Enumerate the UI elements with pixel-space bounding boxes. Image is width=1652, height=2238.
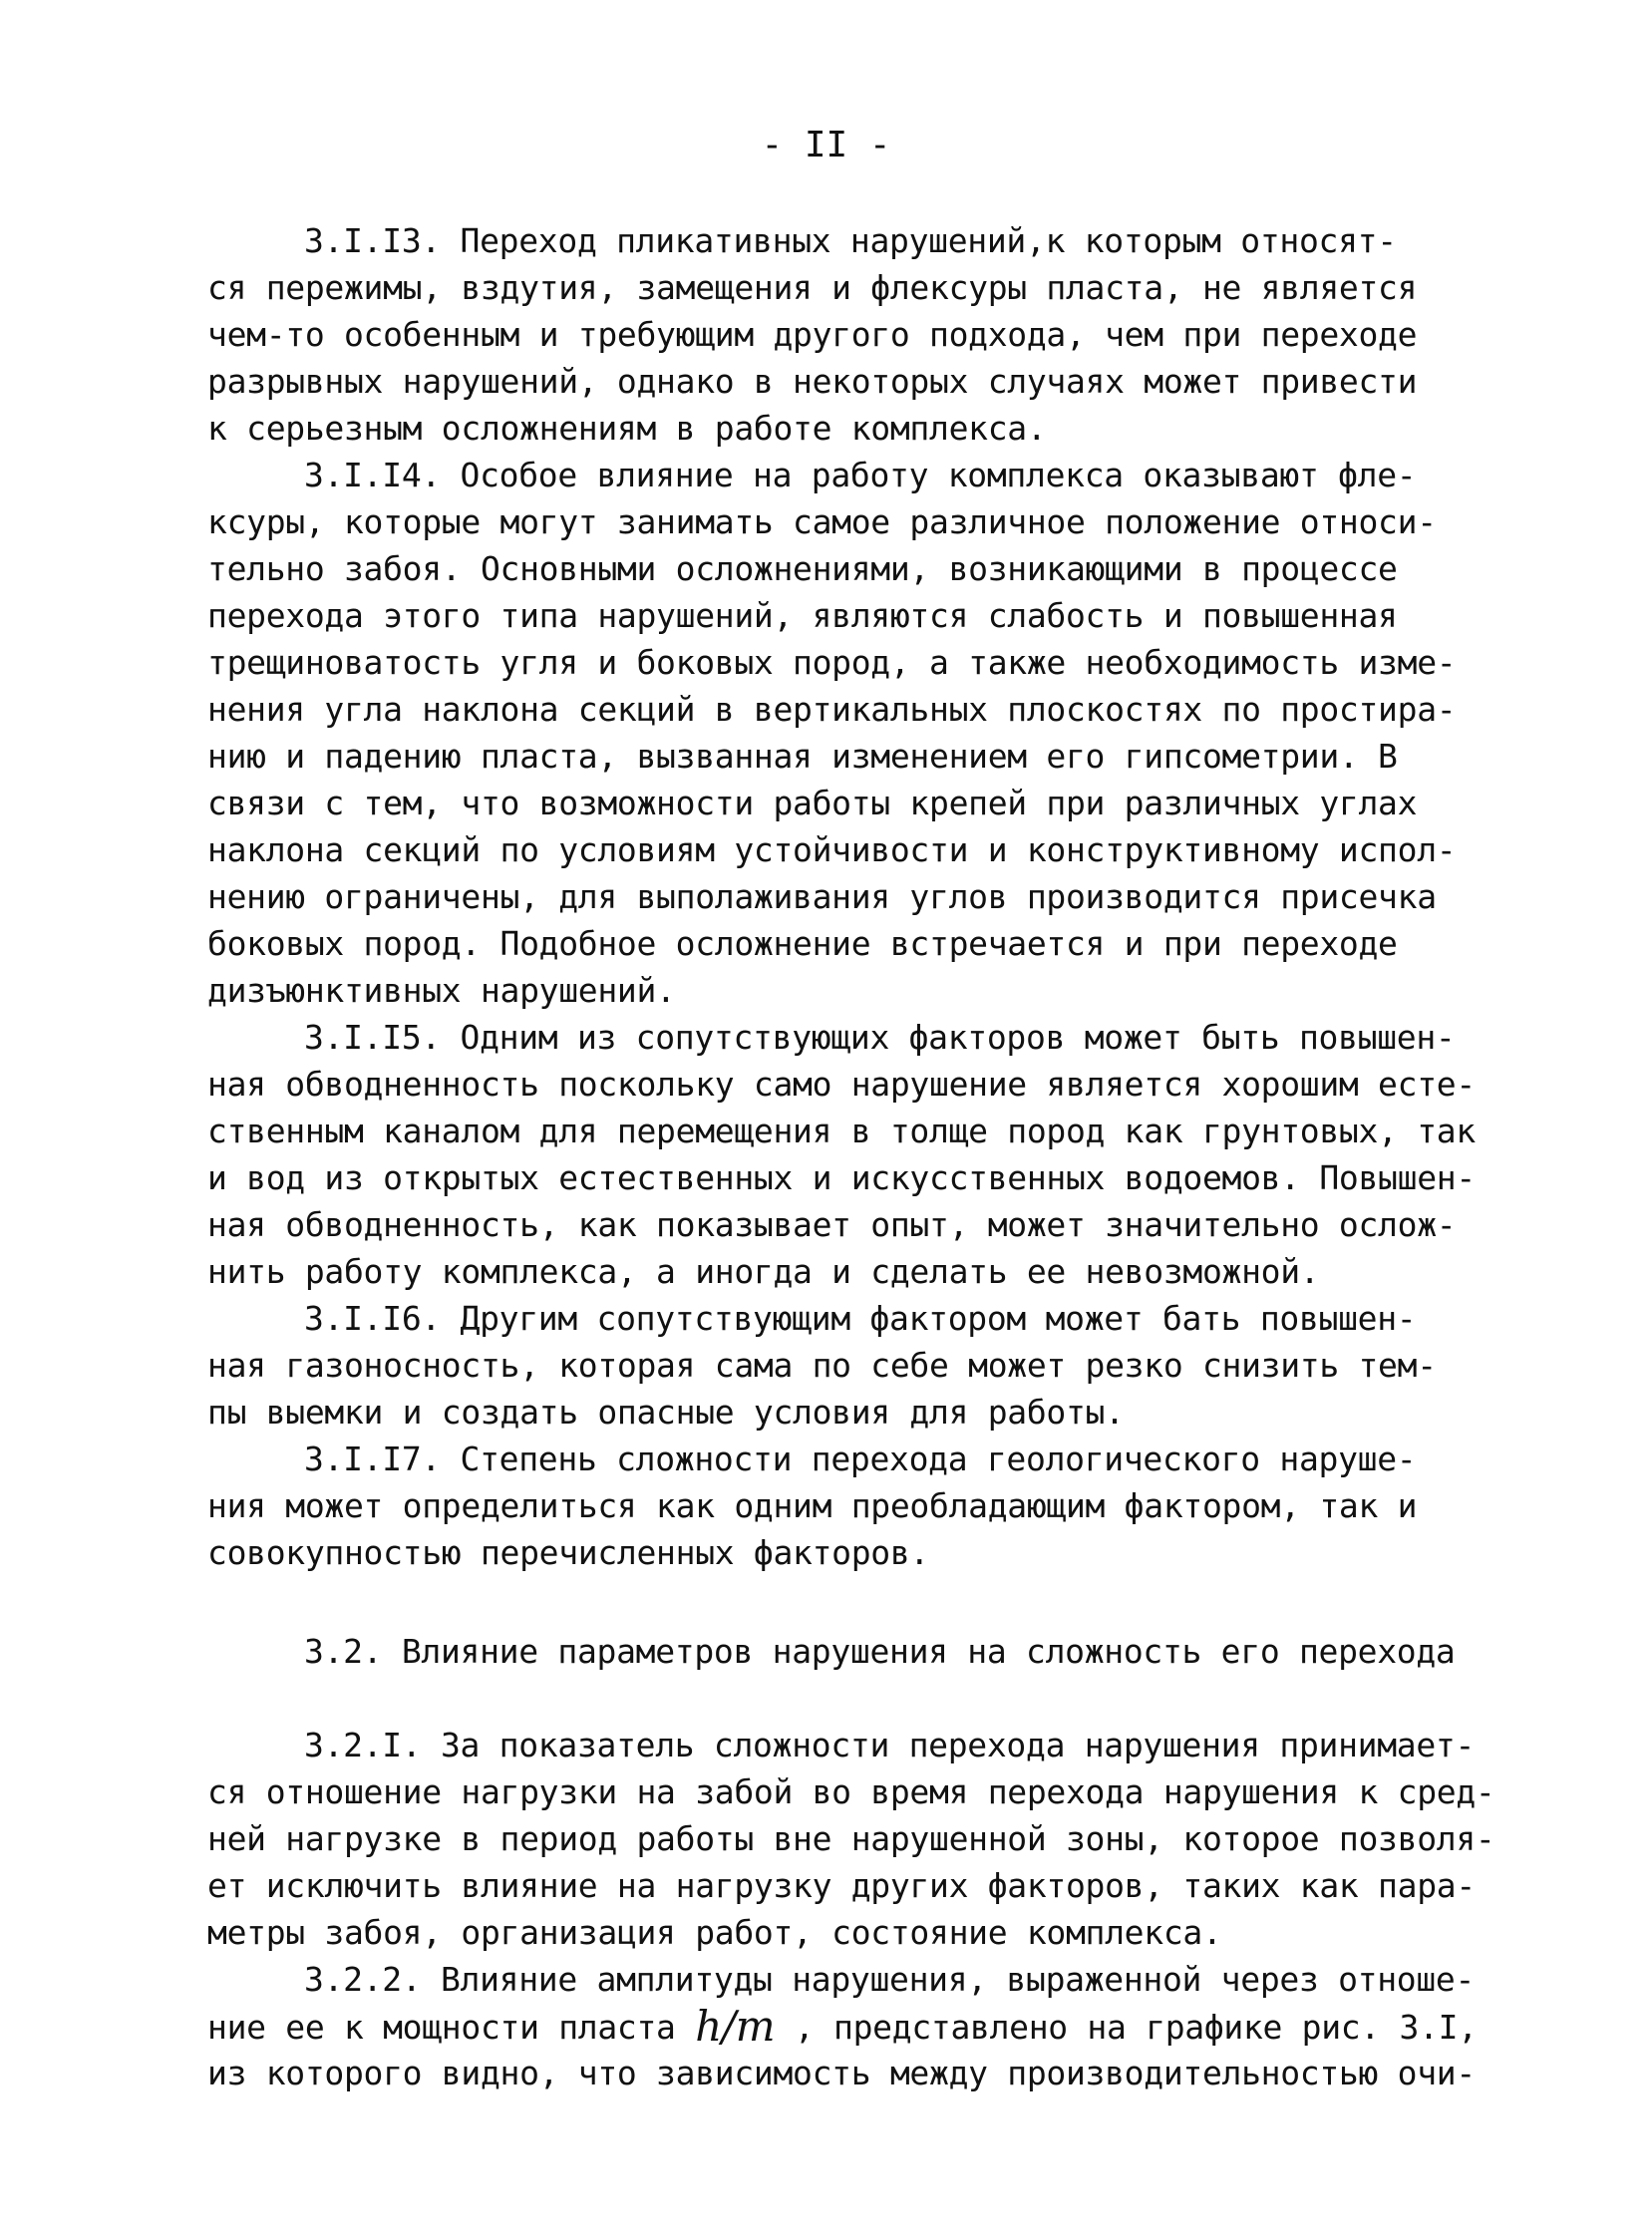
text-line: из которого видно, что зависимость между производительностью очи-	[207, 2054, 1476, 2092]
text-line-with-formula	[207, 2003, 1478, 2052]
text-line: дизъюнктивных нарушений.	[207, 971, 676, 1010]
text-line: ственным каналом для перемещения в толще пород как грунтовых, так	[207, 1112, 1476, 1150]
text-fragment: , представлено на графике рис. 3.I,	[775, 2008, 1478, 2047]
text-line: совокупностью перечисленных факторов.	[207, 1533, 930, 1572]
page-number: - II -	[761, 125, 891, 165]
text-line: 3.I.I3. Переход пликативных нарушений,к которым относят-	[304, 221, 1397, 260]
text-line: и вод из открытых естественных и искусственных водоемов. Повышен-	[207, 1158, 1476, 1197]
text-line: к серьезным осложнениям в работе комплекса.	[207, 409, 1047, 448]
text-line: трещиноватость угля и боковых пород, а также необходимость изме-	[207, 643, 1457, 682]
text-line: 3.I.I6. Другим сопутствующим фактором может бать повышен-	[304, 1299, 1417, 1338]
text-line: ная обводненность, как показывает опыт, может значительно ослож-	[207, 1205, 1457, 1244]
text-line: 3.I.I5. Одним из сопутствующих факторов может быть повышен-	[304, 1018, 1456, 1057]
text-line: чем-то особенным и требующим другого подхода, чем при переходе	[207, 315, 1418, 354]
text-line: наклона секций по условиям устойчивости и конструктивному испол-	[207, 830, 1457, 869]
text-line: метры забоя, организация работ, состояние комплекса.	[207, 1913, 1222, 1952]
text-line: 3.I.I7. Степень сложности перехода геологического наруше-	[304, 1439, 1417, 1478]
text-line: нения угла наклона секций в вертикальных плоскостях по простира-	[207, 690, 1457, 729]
text-line: ет исключить влияние на нагрузку других факторов, таких как пара-	[207, 1866, 1476, 1905]
text-line: тельно забоя. Основными осложнениями, возникающими в процессе	[207, 549, 1398, 588]
text-fragment: ние ее к мощности пласта	[207, 2008, 696, 2047]
text-line: ся пережимы, вздутия, замещения и флексуры пласта, не является	[207, 268, 1418, 307]
formula-h-over-m: h/m	[695, 2002, 776, 2051]
text-line: 3.2.2. Влияние амплитуды нарушения, выраженной через отноше-	[304, 1960, 1476, 1999]
text-line: ней нагрузке в период работы вне нарушенной зоны, которое позволя-	[207, 1819, 1495, 1858]
text-line: пы выемки и создать опасные условия для работы.	[207, 1393, 1125, 1432]
text-line: 3.I.I4. Особое влияние на работу комплекса оказывают фле-	[304, 456, 1417, 494]
text-line: нию и падению пласта, вызванная изменением его гипсометрии. В	[207, 737, 1398, 776]
text-line: перехода этого типа нарушений, являются слабость и повышенная	[207, 596, 1398, 635]
text-line: нить работу комплекса, а иногда и сделать ее невозможной.	[207, 1252, 1320, 1291]
section-heading: 3.2. Влияние параметров нарушения на сложность его перехода	[304, 1632, 1456, 1671]
text-line: ния может определиться как одним преобладающим фактором, так и	[207, 1486, 1418, 1525]
text-line: ся отношение нагрузки на забой во время перехода нарушения к сред-	[207, 1772, 1495, 1811]
text-line: ная обводненность поскольку само нарушение является хорошим есте-	[207, 1065, 1476, 1104]
text-line: боковых пород. Подобное осложнение встречается и при переходе	[207, 924, 1398, 963]
text-line: связи с тем, что возможности работы крепей при различных углах	[207, 784, 1418, 822]
text-line: ксуры, которые могут занимать самое различное положение относи-	[207, 502, 1437, 541]
text-line: разрывных нарушений, однако в некоторых случаях может привести	[207, 362, 1418, 401]
text-line: ная газоносность, которая сама по себе может резко снизить тем-	[207, 1346, 1437, 1385]
text-line: 3.2.I. За показатель сложности перехода нарушения принимает-	[304, 1726, 1476, 1764]
text-line: нению ограничены, для выполаживания углов производится присечка	[207, 877, 1437, 916]
